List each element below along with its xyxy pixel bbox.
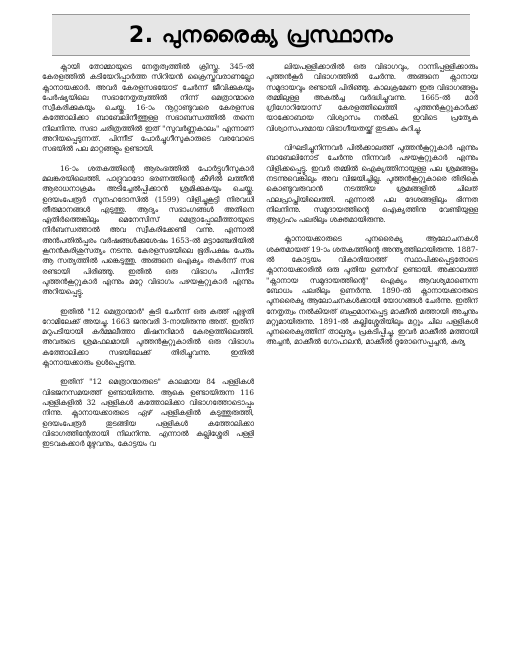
- paragraph: വിഘടിച്ചുനിന്നവർ പിൽക്കാലത്ത് പുത്തൻകൂറ്റുകാർ എന്നും ബാബേലിനോട് ചേർന്നു നിന്നവർ പഴയകൂറ്റുകാർ എന്നും വിളിക്കപ്പെട്ടു. ഇവർ തമ്മിൽ ഐക്യത്തിനായുള്ള പല ശ്രമങ്ങളും നടന്നുവെങ്കിലും അവ വിജയിച്ചില്ല. പുത്തൻകൂറ്റുകാരെ തിരികെ കൊണ്ടുവരുവാൻ നടത്തിയ ശ്രമങ്ങളിൽ ചിലത് ഫലപ്രാപ്തിയിലെത്തി. എന്നാൽ പല ദേശങ്ങളിലും ഭിന്നത നിലനിന്നു. സമുദായത്തിന്റെ ഐക്യത്തിനു വേണ്ടിയുള്ള ആഗ്രഹം പലരിലും ശക്തമായിരുന്നു.: [266, 143, 478, 225]
- paragraph: ഇതിന് "12 മെത്രാന്മാരുടെ" കാലമായ 84 പള്ളികൾ വിഭജനസമയത്ത് ഉണ്ടായിരുന്നു. ആകെ ഉണ്ടായിരുന്ന 116 പള്ളികളിൽ 32 പള്ളികൾ കത്തോലിക്കാ വിഭാഗത്തോടൊപ്പം നിന്നു. ക്നാനായക്കാരുടെ ഏഴ് പള്ളികളിൽ കടുത്തുരുത്തി, ഉദയംപേരൂർ തുടങ്ങിയ പള്ളികൾ കത്തോലിക്കാ വിഭാഗത്തിന്റേതായി നിലനിന്നു. എന്നാൽ കല്ലിശ്ശേരി പള്ളി ഇടവകക്കാർ മുഴുവനും, കോട്ടയം വ: [42, 377, 254, 449]
- paragraph: ഇതിൽ "12 മെത്രാന്മാർ" കൂടി ചേർന്ന് ഒരു കത്ത് എഴുതി റോമിലേക്ക് അയച്ചു. 1663 ജനുവരി 3-നായിരുന്നു അത്. ഇതിന് മറുപടിയായി കർമ്മലീത്താ മിഷനറിമാർ കേരളത്തിലെത്തി. അവരുടെ ശ്രമഫലമായി പുത്തൻകൂറ്റുകാരിൽ ഒരു വിഭാഗം കത്തോലിക്കാ സഭയിലേക്ക് തിരിച്ചുവന്നു. ഇതിൽ ക്നാനായക്കാരും ഉൾപ്പെടുന്നു.: [42, 306, 254, 368]
- chapter-title: 2. പുനരൈക്യ പ്രസ്ഥാനം: [128, 22, 394, 48]
- paragraph: ലിയപള്ളിക്കാരിൽ ഒരു വിഭാഗവും, റാന്നിപ്പള്ളിക്കാരും പുത്തൻകൂർ വിഭാഗത്തിൽ ചേർന്നു. അങ്ങനെ ക്നാനായ സമുദായവും രണ്ടായി പിരിഞ്ഞു. കാലക്രമേണ ഇരു വിഭാഗങ്ങളും തമ്മിലുള്ള അകൽച്ച വർദ്ധിച്ചുവന്നു. 1665-ൽ മാർ ഗ്രിഗോറിയോസ് കേരളത്തിലെത്തി പുത്തൻകൂറ്റുകാർക്ക് യാക്കോബായ വിശ്വാസം നൽകി. ഇവിടെ പ്രത്യേക വിശ്വാസപരമായ വിഭാഗീയതയ്ക്ക് തുടക്കം കുറിച്ചു.: [266, 62, 478, 133]
- right-column: [266, 62, 478, 642]
- left-column: [42, 62, 254, 642]
- paragraph: ക്നാനായക്കാരുടെ പുനരൈക്യ ആലോചനകൾ ശക്തമായത് 19-ാം ശതകത്തിന്റെ അന്ത്യത്തിലായിരുന്നു. 1887-ൽ കോട്ടയം വികാരിയാത്ത് സ്ഥാപിക്കപ്പെട്ടതോടെ ക്നാനായക്കാരിൽ ഒരു പുതിയ ഉണർവ് ഉണ്ടായി. അക്കാലത്ത് "ക്നാനായ സമുദായത്തിന്റെ" ഐക്യം ആവശ്യമാണെന്ന ബോധം പലരിലും ഉണർന്നു. 1890-ൽ ക്നാനായക്കാരുടെ പുനരൈക്യ ആലോചനകൾക്കായി യോഗങ്ങൾ ചേർന്നു. ഇതിന് നേതൃത്വം നൽകിയത് ബഹുമാനപ്പെട്ട മാക്കീൽ മത്തായി അച്ചനും മറ്റുമായിരുന്നു. 1891-ൽ കല്ലിശ്ശേരിയിലും മറ്റും ചില പള്ളികൾ പുനരൈക്യത്തിന് താല്പര്യം പ്രകടിപ്പിച്ചു. ഇവർ മാക്കീൽ മത്തായി അച്ചൻ, മാക്കീൽ ഗോപാലൻ, മാക്കീൽ ദൂരോസെപ്പച്ചൻ, കുര്യ: [266, 234, 478, 347]
- paragraph: ക്നായി തോമ്മായുടെ നേതൃത്വത്തിൽ ക്രിസ്തു. 345-ൽ കേരളത്തിൽ കടിയേറിപ്പാർത്ത സിറിയൻ ക്രൈസ്തവരാണല്ലോ ക്നാനായക്കാർ. അവർ കേരളസഭയോട് ചേർന്ന് ജീവിക്കുകയും പേർഷ്യയിലെ സഭാനേതൃത്വത്തിൽ നിന്ന് മെത്രാന്മാരെ സ്വീകരിക്കുകയും ചെയ്തു. 16-ാം നൂറ്റാണ്ടുവരെ കേരളസഭ കത്തോലിക്കാ ബാബേലിനീത്തുള്ള സഭാബന്ധത്തിൽ തന്നെ നിലനിന്നു. സഭാ ചരിത്രത്തിൽ ഇത് "സുവർണ്ണകാലം" എന്നാണ് അറിയപ്പെടുന്നത്. പിന്നീട് പോർച്ചുഗീസുകാരുടെ വരവോടെ സഭയിൽ പല മാറ്റങ്ങളും ഉണ്ടായി.: [42, 62, 254, 154]
- paragraph: 16-ാം ശതകത്തിന്റെ ആരംഭത്തിൽ പോർട്ടുഗീസുകാർ മലങ്കരയിലെത്തി. പാദ്രുവാദോ ഭരണത്തിന്റെ കീഴിൽ ലത്തീൻ ആരാധനാക്രമം അടിച്ചേൽപ്പിക്കാൻ ശ്രമിക്കുകയും ചെയ്തു. ഉദയംപേരൂർ സൂനഹദോസിൽ (1599) വിളിച്ചുകൂട്ടി നിരവധി തീരുമാനങ്ങൾ എടുത്തു. ആദ്യം സഭാംഗങ്ങൾ അതിനെ എതിർത്തെങ്കിലും മെനേസിസ് മെത്രാപ്പോലീത്തായുടെ നിർബന്ധത്താൽ അവ സ്വീകരിക്കേണ്ടി വന്നു. എന്നാൽ അൻപതിൽപ്പരം വർഷങ്ങൾക്കുശേഷം 1653-ൽ മട്ടാഞ്ചേരിയിൽ കൂനൻകുരിശുസത്യം നടന്നു. കേരളസഭയിലെ ഭൂരിപക്ഷം പേരും ആ സത്യത്തിൽ പങ്കെടുത്തു. അങ്ങനെ ഐക്യം തകർന്ന് സഭ രണ്ടായി പിരിഞ്ഞു. ഇതിൽ ഒരു വിഭാഗം പിന്നീട് പുത്തൻകൂറ്റുകാർ എന്നും മറ്റേ വിഭാഗം പഴയകൂറ്റുകാർ എന്നും അറിയപ്പെട്ടു.: [42, 163, 254, 297]
- chapter-title-bar: [52, 14, 470, 56]
